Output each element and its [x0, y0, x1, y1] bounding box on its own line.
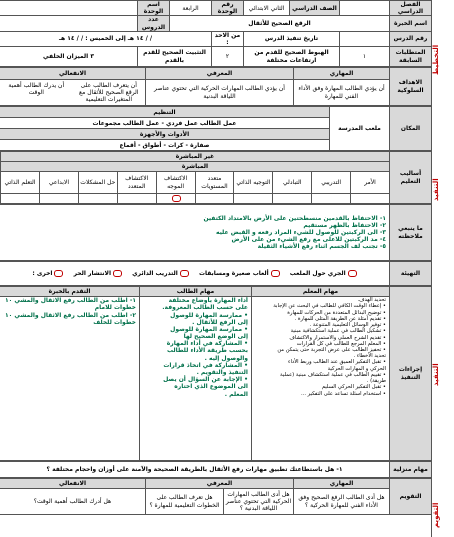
warmup-options	[0, 262, 390, 286]
org-header: التنظيم	[0, 107, 330, 118]
assess-item-1: ١- اطلب من الطالب رفع الاثقال والمشي ١٠ خطوات للامام	[4, 297, 136, 312]
style-col-1: الأمر	[351, 172, 390, 194]
warmup-opt-spread[interactable]: الانتشار الحر	[74, 270, 123, 277]
style-check-8[interactable]	[78, 194, 117, 204]
notes-label: ما ينبغي ملاحظته	[390, 205, 432, 261]
note-item: ٤- مد الركبتين للاعلى مع رفع الشيء من على الأرض	[231, 236, 386, 244]
assess-list	[0, 297, 140, 461]
place-table	[0, 106, 432, 151]
style-col-2: التدريبي	[312, 172, 351, 194]
style-col-4: التوجيه الذاتي	[234, 172, 273, 194]
warmup-table	[0, 261, 432, 286]
warmup-opt-circuit[interactable]: التدريب الدائري	[132, 270, 189, 277]
lesson-no-value[interactable]	[340, 31, 390, 46]
warmup-opt-games[interactable]: ألعاب صغيرة ومسابقات	[199, 270, 280, 277]
note-item: ٥- تجنب لف الجسم اثناء رفع الأشياء الثقيلة	[257, 243, 386, 251]
style-col-5: متعدد المستويات	[195, 172, 234, 194]
skill-name-value: الرقع الصحيح للأثقال	[170, 16, 390, 31]
skill-name-label: اسم الخبرة	[390, 16, 432, 31]
prev-req-item-3: ٣ الميزان الخلفي	[0, 47, 138, 67]
procedures-label: إجراءات التنفيذ	[390, 287, 432, 461]
style-col-8: حل المشكلات	[78, 172, 117, 194]
radio-icon	[54, 270, 63, 277]
from-label: من الاحد :	[212, 31, 244, 46]
procedures-table	[0, 286, 432, 461]
style-check-9[interactable]	[39, 194, 78, 204]
style-check-2[interactable]	[312, 194, 351, 204]
styles-indirect-label: غير المباشرة	[1, 152, 390, 162]
sidebar-exec-label: التنفيذ	[432, 178, 440, 202]
eval-skill-text: هل أدى الطالب الرفع الصحيح وفق الأداء الفني للمهارة الحركية ؟	[294, 489, 390, 515]
prev-req-item-1: الهبوط الصحيح للقدم من ارتفاعات مختلفة	[244, 47, 340, 67]
note-item: ٢- الاحتفاظ بالظهر مستقيم	[303, 221, 386, 229]
eval-emo-header: الانفعالي	[0, 479, 145, 489]
sidebar-plan-label: التخطيط	[432, 44, 440, 76]
radio-icon	[348, 270, 357, 277]
exec-date-value: / / ١٤ هـ إلى الخميس : / / ١٤ هـ	[0, 31, 212, 46]
goals-emo-extra: أن يتعرف الطالب على الرقع الصحيح للأثقال مع المتغيرات التعليمية	[78, 81, 139, 104]
style-check-10[interactable]	[1, 194, 40, 204]
prev-req-item-2: التثبيت الصحيح للقدم بالقدم	[138, 47, 212, 67]
goals-emo-header: الانفعالي	[0, 68, 146, 80]
lesson-no-label: رقم الدرس	[390, 31, 432, 46]
notes-list	[0, 205, 390, 261]
section-sidebar	[431, 0, 454, 537]
goals-table	[0, 67, 432, 106]
style-check-7[interactable]	[117, 194, 156, 204]
radio-icon	[180, 270, 189, 277]
goals-know-text: أن يؤدي الطالب المهارات الحركية التي تحتوي عناصر اللياقة البدنية	[146, 80, 294, 106]
style-col-3: التبادلي	[273, 172, 312, 194]
lessons-count-label: عدد الدروس	[138, 16, 170, 31]
note-item: ٣- الى الركبتين للوصول للشيء المراد رفعه و القبض عليه	[215, 229, 386, 237]
unit-no-label: رقم الوحدة	[212, 1, 244, 16]
style-col-7: الاكتشاف المتعدد	[117, 172, 156, 194]
unit-name-label: اسم الوحدة	[138, 1, 170, 16]
style-col-10: التعلم الذاتي	[1, 172, 40, 194]
teacher-tasks-list: تحديد الهدف. • إعطاء الوقت الكافي للطالب في البحث عن الإجابة • توضيح البدائل المتعددة من الحركات للمهارة • تقديم أمثلة عن الطريقة المثلى للمهارة . • توفير الوسائل التعليمية المتنوعة . • تشكيل الطالب في عملية استكشافية مبنية • تقديم الشرح العملي والاستمرار والاكتشاف • المعلم المرجع للطالب في كل القرارات • تحفيز الطالب على عرض التجربة حتى يتمكن من تحديد الأخطاء . • تقبل التفكير العميق عند الطالب وربط الأداء الحركي و المهارات الحركية • تقييم الطالب في عملية استكشاف مبنية (عملية طريقة) . • تقبل التفكير الحركي السليم • استخدام اسئلة تساعد على التفكير ...	[252, 297, 390, 461]
sidebar-exec-label-2: التنفيذ	[432, 363, 440, 387]
assess-item-2: ٢- اطلب من الطالب رفع الاثقال والمشي ١٠ خطوات للخلف	[4, 311, 136, 326]
style-check-3[interactable]	[273, 194, 312, 204]
prev-req-num-2: ٢	[212, 47, 244, 67]
place-value: ملعب المدرسة	[330, 107, 390, 151]
note-item: ١- الاحتفاظ بالقدمين منسطحتين على الأرض بالامتداد الكتفين	[203, 214, 386, 222]
teacher-tasks-header: مهام المعلم	[252, 287, 390, 297]
place-label: المكان	[390, 107, 432, 151]
goals-emo-text: أن يدرك الطالب أهمية الوقت	[8, 81, 65, 97]
style-check-1[interactable]	[351, 194, 390, 204]
eval-know-text: هل أدى الطالب المهارات الحركية التي تحتوي عناصر اللياقة البدنية ؟	[224, 489, 294, 515]
header-table	[0, 0, 432, 67]
styles-label: أساليب التعليم	[390, 152, 432, 204]
style-check-4[interactable]	[234, 194, 273, 204]
stage-value: الثاني الابتدائي	[244, 1, 290, 16]
semester-value[interactable]	[340, 1, 390, 16]
homework-table	[0, 461, 432, 478]
prev-req-num-3: ٣	[90, 53, 95, 61]
exec-date-label: تاريخ تنفيذ الدرس	[244, 31, 340, 46]
eval-know-text-2: هل تعرف الطالب على الخطوات التعليمية للمهارة ؟	[145, 489, 223, 515]
semester-label: الفصل الدراسي	[390, 1, 432, 16]
unit-no-value: الرابعة	[170, 1, 212, 16]
goals-skill-header: المهاري	[294, 68, 390, 80]
sidebar-eval-label: التقويم	[432, 502, 440, 528]
styles-direct-label: المباشرة	[1, 162, 390, 172]
eval-know-header: المعرفي	[145, 479, 293, 489]
radio-icon	[271, 270, 280, 277]
tools-value: صفارة - كرات - أطواق - أقماع	[0, 140, 330, 151]
tools-header: الأدوات والأجهزة	[0, 129, 330, 140]
warmup-opt-run[interactable]: الجري حول الملعب	[290, 270, 357, 277]
warmup-label: التهيئة	[390, 262, 432, 286]
student-tasks-list: أداء المهارة بأوضاع مختلفة على حسب الطالب المعروفة. • ممارسة المهارة للوصول إلى الرفع للأثقال . • ممارسة المهارة للوصول إلى الوضع الصحيح لها • المشاركة في أداء المهارة بحسب طريقة الأداء للطالب والوصول إليه . • المشاركة في اتخاذ قرارات التنفيذ والتقويم . • الإجابة عن السؤال أن يصل الى الموضوع الذي اختاره المعلم .	[140, 297, 252, 461]
goals-emo-cell	[0, 80, 146, 106]
evaluation-label: التقويم	[390, 479, 432, 515]
goals-skill-text: أن يؤدي الطالب المهارة وفق الأداء الفني للمهارة	[294, 80, 390, 106]
goals-label: الاهداف السلوكية	[390, 68, 432, 106]
notes-table	[0, 204, 432, 261]
goals-know-header: المعرفي	[146, 68, 294, 80]
prev-req-label: المتطلبات السابقة	[390, 47, 432, 67]
org-value: عمل الطالب عمل فردي - عمل الطالب مجموعات	[0, 118, 330, 129]
student-tasks-header: مهام الطالب	[140, 287, 252, 297]
homework-text: ١- هل باستطاعتك تطبيق مهارات رفع الأثقال بالطريقة الصحيحة والآمنة على أوزان واحجام مختلفة ؟	[0, 462, 390, 478]
style-col-9: الابداعي	[39, 172, 78, 194]
selected-marker-icon	[172, 195, 181, 202]
homework-label: مهام منزلية	[390, 462, 432, 478]
warmup-opt-other[interactable]: اخرى :	[32, 270, 63, 277]
style-check-6[interactable]	[156, 194, 195, 204]
radio-icon	[113, 270, 122, 277]
eval-emo-text: هل أدرك الطالب أهمية الوقت؟	[0, 489, 145, 515]
styles-table	[0, 151, 432, 204]
evaluation-table	[0, 478, 432, 515]
assess-header: التقدم بالخبرة	[0, 287, 140, 297]
style-check-5[interactable]	[195, 194, 234, 204]
class-label: الصف الدراسي	[290, 1, 340, 16]
eval-skill-header: المهاري	[294, 479, 390, 489]
lessons-count-value[interactable]	[0, 16, 138, 31]
style-col-6: الاكتشاف الموجه	[156, 172, 195, 194]
prev-req-num-1: ١	[340, 47, 390, 67]
unit-name-value[interactable]	[0, 1, 138, 16]
